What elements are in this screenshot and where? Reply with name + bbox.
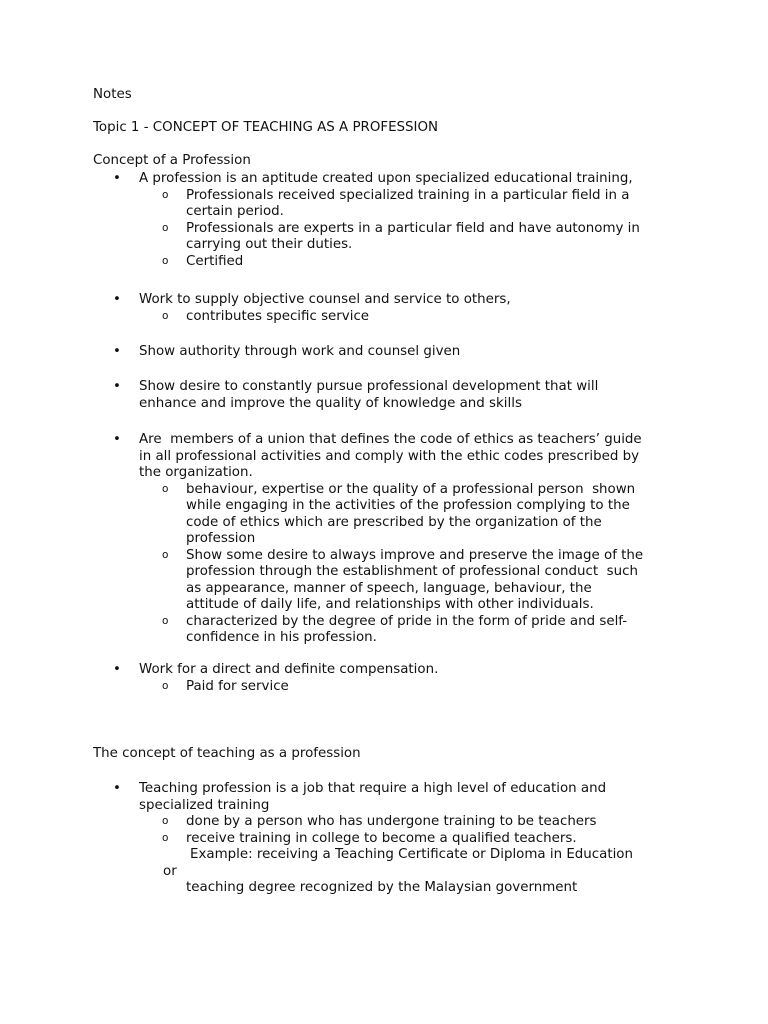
sub-bullet-text: while engaging in the activities of the profession complying to the (186, 498, 630, 513)
sub-bullet-text: o Show some desire to always improve and preserve the image of the (186, 547, 644, 563)
bullet-text: • Work to supply objective counsel and service to others, (93, 292, 683, 309)
sub-bullet-item (93, 614, 683, 647)
sub-bullet-text: profession through the establishment of professional conduct such (186, 564, 638, 579)
bullet-item (93, 781, 683, 897)
sub-bullet-text: carrying out their duties. (186, 237, 353, 252)
section-heading-teaching: The concept of teaching as a profession (93, 746, 361, 761)
sub-bullet-text: o Professionals received specialized training in a particular field in a (186, 187, 630, 203)
bullet-text: • Show desire to constantly pursue professional development that will (93, 379, 683, 396)
bullet-text: • Teaching profession is a job that require a high level of education and (93, 781, 683, 798)
example-text-continued: teaching degree recognized by the Malaysian government (186, 880, 578, 895)
sub-bullet-text: as appearance, manner of speech, language, behaviour, the (186, 580, 592, 596)
bullet-item (93, 379, 683, 412)
sub-bullet-text: o Paid for service (93, 679, 683, 696)
or-text: or (163, 863, 177, 879)
sub-bullet-text: o characterized by the degree of pride in the form of pride and self- (186, 613, 628, 629)
bullet-text-continued: in all professional activities and comply with the ethic codes prescribed by (139, 448, 640, 464)
sub-bullet-item (93, 482, 683, 548)
sub-bullet-item (93, 188, 683, 221)
bullet-text: • Are members of a union that defines the code of ethics as teachers’ guide (93, 432, 683, 449)
bullet-item (93, 292, 683, 325)
sub-bullet-text: profession (186, 531, 256, 546)
sub-bullet-text: attitude of daily life, and relationships with other individuals. (186, 597, 594, 612)
bullet-text: • Show authority through work and counsel given (93, 344, 683, 361)
sub-bullet-text: code of ethics which are prescribed by the organization of the (186, 514, 602, 530)
example-text: Example: receiving a Teaching Certificate or Diploma in Education (190, 847, 633, 862)
sub-bullet-text: o Certified (186, 253, 244, 269)
sub-bullet-text: o Professionals are experts in a particular field and have autonomy in (186, 220, 640, 236)
sub-bullet-text: certain period. (186, 204, 284, 219)
bullet-text-continued: enhance and improve the quality of knowledge and skills (139, 395, 522, 411)
bullet-text-continued: specialized training (139, 797, 270, 813)
topic-title: Topic 1 - CONCEPT OF TEACHING AS A PROFESSION (93, 120, 439, 135)
sub-bullet-text: o contributes specific service (93, 309, 683, 326)
bullet-item (93, 432, 683, 647)
bullet-item (93, 171, 683, 270)
sub-bullet-text: o receive training in college to become a qualified teachers. (93, 831, 683, 848)
bullet-item (93, 344, 683, 361)
sub-bullet-item (93, 221, 683, 254)
sub-bullet-text: confidence in his profession. (186, 630, 377, 645)
sub-bullet-text: o behaviour, expertise or the quality of a professional person shown (186, 481, 636, 497)
bullet-item (93, 662, 683, 695)
sub-bullet-item (93, 548, 683, 614)
bullet-text: • Work for a direct and definite compensation. (93, 662, 683, 679)
section-heading-profession: Concept of a Profession (93, 153, 251, 168)
sub-bullet-item (93, 254, 683, 271)
sub-bullet-text: o done by a person who has undergone training to be teachers (93, 814, 683, 831)
bullet-text: • A profession is an aptitude created upon specialized educational training, (93, 171, 683, 188)
bullet-text-continued: the organization. (139, 465, 253, 480)
notes-title: Notes (93, 87, 132, 102)
